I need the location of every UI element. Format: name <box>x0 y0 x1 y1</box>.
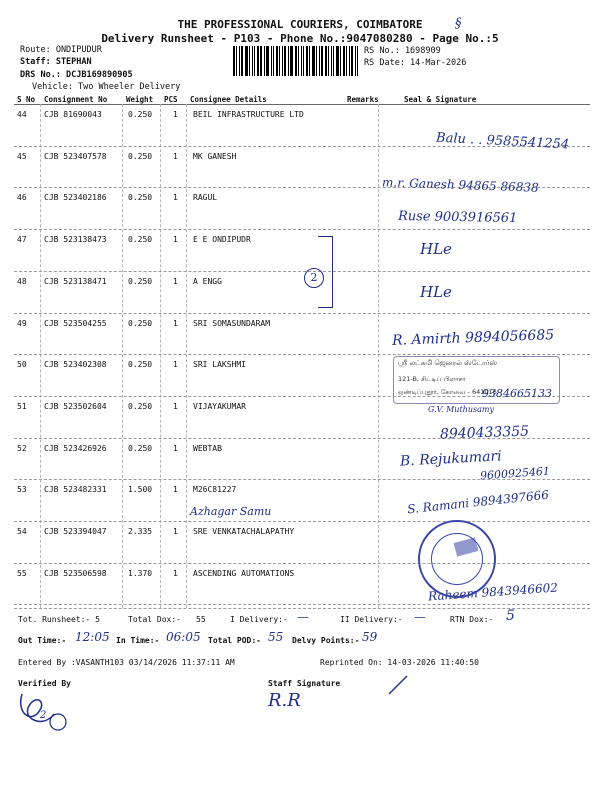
row-pcs: 1 <box>173 235 178 244</box>
row-divider <box>14 521 590 522</box>
row-weight: 0.250 <box>128 402 153 411</box>
barcode-bar <box>340 46 341 76</box>
barcode-bar <box>257 46 259 76</box>
row-consignee: WEBTAB <box>193 444 222 453</box>
runsheet-subtitle: Delivery Runsheet - P103 - Phone No.:9047080280 - Page No.:5 <box>101 32 499 45</box>
col-separator <box>378 104 379 608</box>
handwriting-row47: HLe <box>420 240 452 258</box>
row-sno: 48 <box>17 277 27 286</box>
row-pcs: 1 <box>173 527 178 536</box>
total-pod-label: Total POD:- <box>208 636 261 645</box>
col-pcs: PCS <box>164 95 178 104</box>
barcode-bar <box>273 46 274 76</box>
handwriting-row54: S. Ramani 9894397666 <box>406 487 550 517</box>
handwriting-row51-phone: 9384665133 <box>482 387 552 400</box>
drs-label: DRS No.: DCJB169890905 <box>20 70 133 80</box>
delvy-points-label: Delvy Points:- <box>292 636 360 645</box>
barcode-bar <box>343 46 345 76</box>
row-sno: 55 <box>17 569 27 578</box>
row-pcs: 1 <box>173 110 178 119</box>
row-weight: 0.250 <box>128 235 153 244</box>
handwriting-row51-name: G.V. Muthusamy <box>428 405 494 414</box>
barcode-bar <box>331 46 332 76</box>
barcode-bar <box>236 46 237 76</box>
ii-delivery-label: II Delivery:- <box>340 615 403 624</box>
col-seal-signature: Seal & Signature <box>404 95 477 104</box>
barcode-bar <box>321 46 323 76</box>
row-weight: 0.250 <box>128 319 153 328</box>
barcode-bar <box>295 46 297 76</box>
barcode-bar <box>312 46 315 76</box>
total-pod-value: 55 <box>268 630 284 644</box>
shop-stamp-line1: ஸ்ரீ லட்சுமி ஜெனரல் ஸ்டோர்ஸ் <box>398 359 498 367</box>
col-consignment: Consignment No <box>44 95 108 104</box>
footer-rule <box>14 608 590 609</box>
row-sno: 50 <box>17 360 27 369</box>
row-weight: 1.370 <box>128 569 153 578</box>
handwriting-row55: Raheem 9843946602 <box>427 580 559 604</box>
row-pcs: 1 <box>173 319 178 328</box>
row-weight: 0.250 <box>128 444 153 453</box>
row-pcs: 1 <box>173 444 178 453</box>
tot-runsheet: Tot. Runsheet:- 5 <box>18 615 100 624</box>
row-pcs: 1 <box>173 152 178 161</box>
row-consignment-no: CJB 81690043 <box>44 110 102 119</box>
staff-signature-scribble: R.R <box>268 690 301 711</box>
row-consignment-no: CJB 523138471 <box>44 277 107 286</box>
rtn-dox-value: 5 <box>506 608 515 624</box>
handwriting-row52-phone: 8940433355 <box>439 423 530 443</box>
round-seal <box>418 520 496 598</box>
handwriting-row46: Ruse 9003916561 <box>397 208 518 227</box>
ii-delivery-value: — <box>414 610 426 624</box>
barcode-bar <box>349 46 350 76</box>
entered-by: Entered By :VASANTH103 03/14/2026 11:37:11 AM <box>18 658 235 667</box>
row-pcs: 1 <box>173 402 178 411</box>
company-title: THE PROFESSIONAL COURIERS, COIMBATORE <box>177 18 423 31</box>
row-divider <box>14 604 590 605</box>
barcode-bar <box>328 46 329 76</box>
row-consignment-no: CJB 523502604 <box>44 402 107 411</box>
row-weight: 0.250 <box>128 110 153 119</box>
handwriting-row53-name: Azhagar Samu <box>190 505 272 518</box>
barcode-bar <box>316 46 317 76</box>
tick-mark <box>385 672 415 698</box>
col-separator <box>40 104 41 608</box>
row-consignment-no: CJB 523402186 <box>44 193 107 202</box>
row-consignment-no: CJB 523402308 <box>44 360 107 369</box>
col-sno: S No <box>17 95 36 104</box>
out-time-label: Out Time:- <box>18 636 67 645</box>
barcode-bar <box>252 46 253 76</box>
row-divider <box>14 313 590 314</box>
row-consignee: VIJAYAKUMAR <box>193 402 246 411</box>
row-weight: 0.250 <box>128 152 153 161</box>
row-sno: 47 <box>17 235 27 244</box>
row-divider <box>14 271 590 272</box>
barcode-bar <box>254 46 255 76</box>
row-divider <box>14 354 590 355</box>
col-weight: Weight <box>126 95 154 104</box>
row-weight: 2.335 <box>128 527 153 536</box>
row-weight: 0.250 <box>128 193 153 202</box>
barcode-bar <box>290 46 293 76</box>
barcode-bar <box>301 46 302 76</box>
row-pcs: 1 <box>173 360 178 369</box>
barcode-bar <box>284 46 286 76</box>
row-sno: 44 <box>17 110 27 119</box>
row-consignee: BEIL INFRASTRUCTURE LTD <box>193 110 304 119</box>
bracket-mark <box>318 236 333 308</box>
delvy-points-value: 59 <box>362 630 378 644</box>
row-pcs: 1 <box>173 485 178 494</box>
row-consignment-no: CJB 523482331 <box>44 485 107 494</box>
total-dox-value: 55 <box>196 615 206 624</box>
i-delivery-value: — <box>297 610 309 624</box>
in-time-label: In Time:- <box>116 636 160 645</box>
row-sno: 54 <box>17 527 27 536</box>
rtn-dox-label: RTN Dox:- <box>450 615 494 624</box>
reprinted-on: Reprinted On: 14-03-2026 11:40:50 <box>320 658 479 667</box>
shop-stamp-line2: 121-B, சிட்டிப் பிளாசா <box>398 375 466 383</box>
row-weight: 0.250 <box>128 360 153 369</box>
verified-signature-scribble <box>14 684 74 732</box>
handwriting-row45: m.r. Ganesh 94865 86838 <box>381 175 539 195</box>
row-pcs: 1 <box>173 569 178 578</box>
barcode-bar <box>239 46 240 76</box>
row-consignment-no: CJB 523407578 <box>44 152 107 161</box>
barcode-bar <box>241 46 243 76</box>
barcode-bar <box>303 46 304 76</box>
row-divider <box>14 229 590 230</box>
barcode-bar <box>357 46 358 76</box>
barcode-bar <box>288 46 289 76</box>
verified-by-label: Verified By <box>18 679 71 688</box>
row-divider <box>14 563 590 564</box>
shop-stamp <box>393 356 560 404</box>
staff-label: Staff: STEPHAN <box>20 57 92 67</box>
row-sno: 52 <box>17 444 27 453</box>
row-consignment-no: CJB 523394047 <box>44 527 107 536</box>
row-sno: 49 <box>17 319 27 328</box>
rs-date: RS Date: 14-Mar-2026 <box>364 58 467 68</box>
circled-mark: 2 <box>304 268 324 288</box>
row-weight: 0.250 <box>128 277 153 286</box>
vehicle-label: Vehicle: Two Wheeler Delivery <box>32 82 181 92</box>
barcode-bar <box>346 46 347 76</box>
row-consignment-no: CJB 523138473 <box>44 235 107 244</box>
row-consignment-no: CJB 523504255 <box>44 319 107 328</box>
out-time-value: 12:05 <box>75 630 110 644</box>
rs-number: RS No.: 1698909 <box>364 46 441 56</box>
barcode-bar <box>279 46 280 76</box>
barcode-bar <box>306 46 308 76</box>
row-consignee: SRI SOMASUNDARAM <box>193 319 271 328</box>
row-consignee: SRE VENKATACHALAPATHY <box>193 527 295 536</box>
barcode-bar <box>325 46 327 76</box>
row-consignee: M26C81227 <box>193 485 237 494</box>
barcode-bar <box>260 46 262 76</box>
col-separator <box>160 104 161 608</box>
handwriting-row53-phone: 9600925461 <box>479 464 551 483</box>
row-consignment-no: CJB 523506598 <box>44 569 107 578</box>
corner-mark: § <box>455 16 462 31</box>
row-consignee: ASCENDING AUTOMATIONS <box>193 569 295 578</box>
row-sno: 46 <box>17 193 27 202</box>
barcode-bar <box>271 46 272 76</box>
i-delivery-label: I Delivery:- <box>230 615 288 624</box>
row-consignee: E E ONDIPUDR <box>193 235 251 244</box>
barcode-bar <box>355 46 356 76</box>
verified-mark: 2 <box>40 710 47 721</box>
barcode <box>233 46 361 76</box>
barcode-bar <box>282 46 283 76</box>
handwriting-row48: HLe <box>420 283 452 301</box>
barcode-bar <box>309 46 310 76</box>
barcode-bar <box>245 46 248 76</box>
row-sno: 45 <box>17 152 27 161</box>
handwriting-row44: Balu . . 9585541254 <box>435 130 570 153</box>
row-consignee: MK GANESH <box>193 152 237 161</box>
in-time-value: 06:05 <box>166 630 201 644</box>
barcode-bar <box>298 46 299 76</box>
row-consignee: RAGUL <box>193 193 218 202</box>
barcode-bar <box>319 46 320 76</box>
barcode-bar <box>249 46 250 76</box>
row-pcs: 1 <box>173 277 178 286</box>
barcode-bar <box>333 46 334 76</box>
row-sno: 53 <box>17 485 27 494</box>
col-separator <box>186 104 187 608</box>
barcode-bar <box>276 46 278 76</box>
barcode-bar <box>233 46 235 76</box>
header-rule <box>14 104 590 105</box>
row-consignment-no: CJB 523426926 <box>44 444 107 453</box>
row-weight: 1.500 <box>128 485 153 494</box>
handwriting-row49: R. Amirth 9894056685 <box>391 327 555 349</box>
handwriting-row52-name: B. Rejukumari <box>399 448 503 470</box>
row-sno: 51 <box>17 402 27 411</box>
col-consignee: Consignee Details <box>190 95 267 104</box>
route-label: Route: ONDIPUDUR <box>20 45 102 55</box>
row-pcs: 1 <box>173 193 178 202</box>
barcode-bar <box>351 46 353 76</box>
total-dox-label: Total Dox:- <box>128 615 181 624</box>
col-remarks: Remarks <box>347 95 379 104</box>
shop-stamp-line3: ஒண்டிப்புதூர், கோவை - 641016 <box>398 388 497 396</box>
barcode-bar <box>264 46 265 76</box>
barcode-bar <box>336 46 339 76</box>
col-separator <box>122 104 123 608</box>
barcode-bar <box>266 46 269 76</box>
staff-signature-label: Staff Signature <box>268 679 341 688</box>
row-consignee: A ENGG <box>193 277 222 286</box>
row-consignee: SRI LAKSHMI <box>193 360 246 369</box>
